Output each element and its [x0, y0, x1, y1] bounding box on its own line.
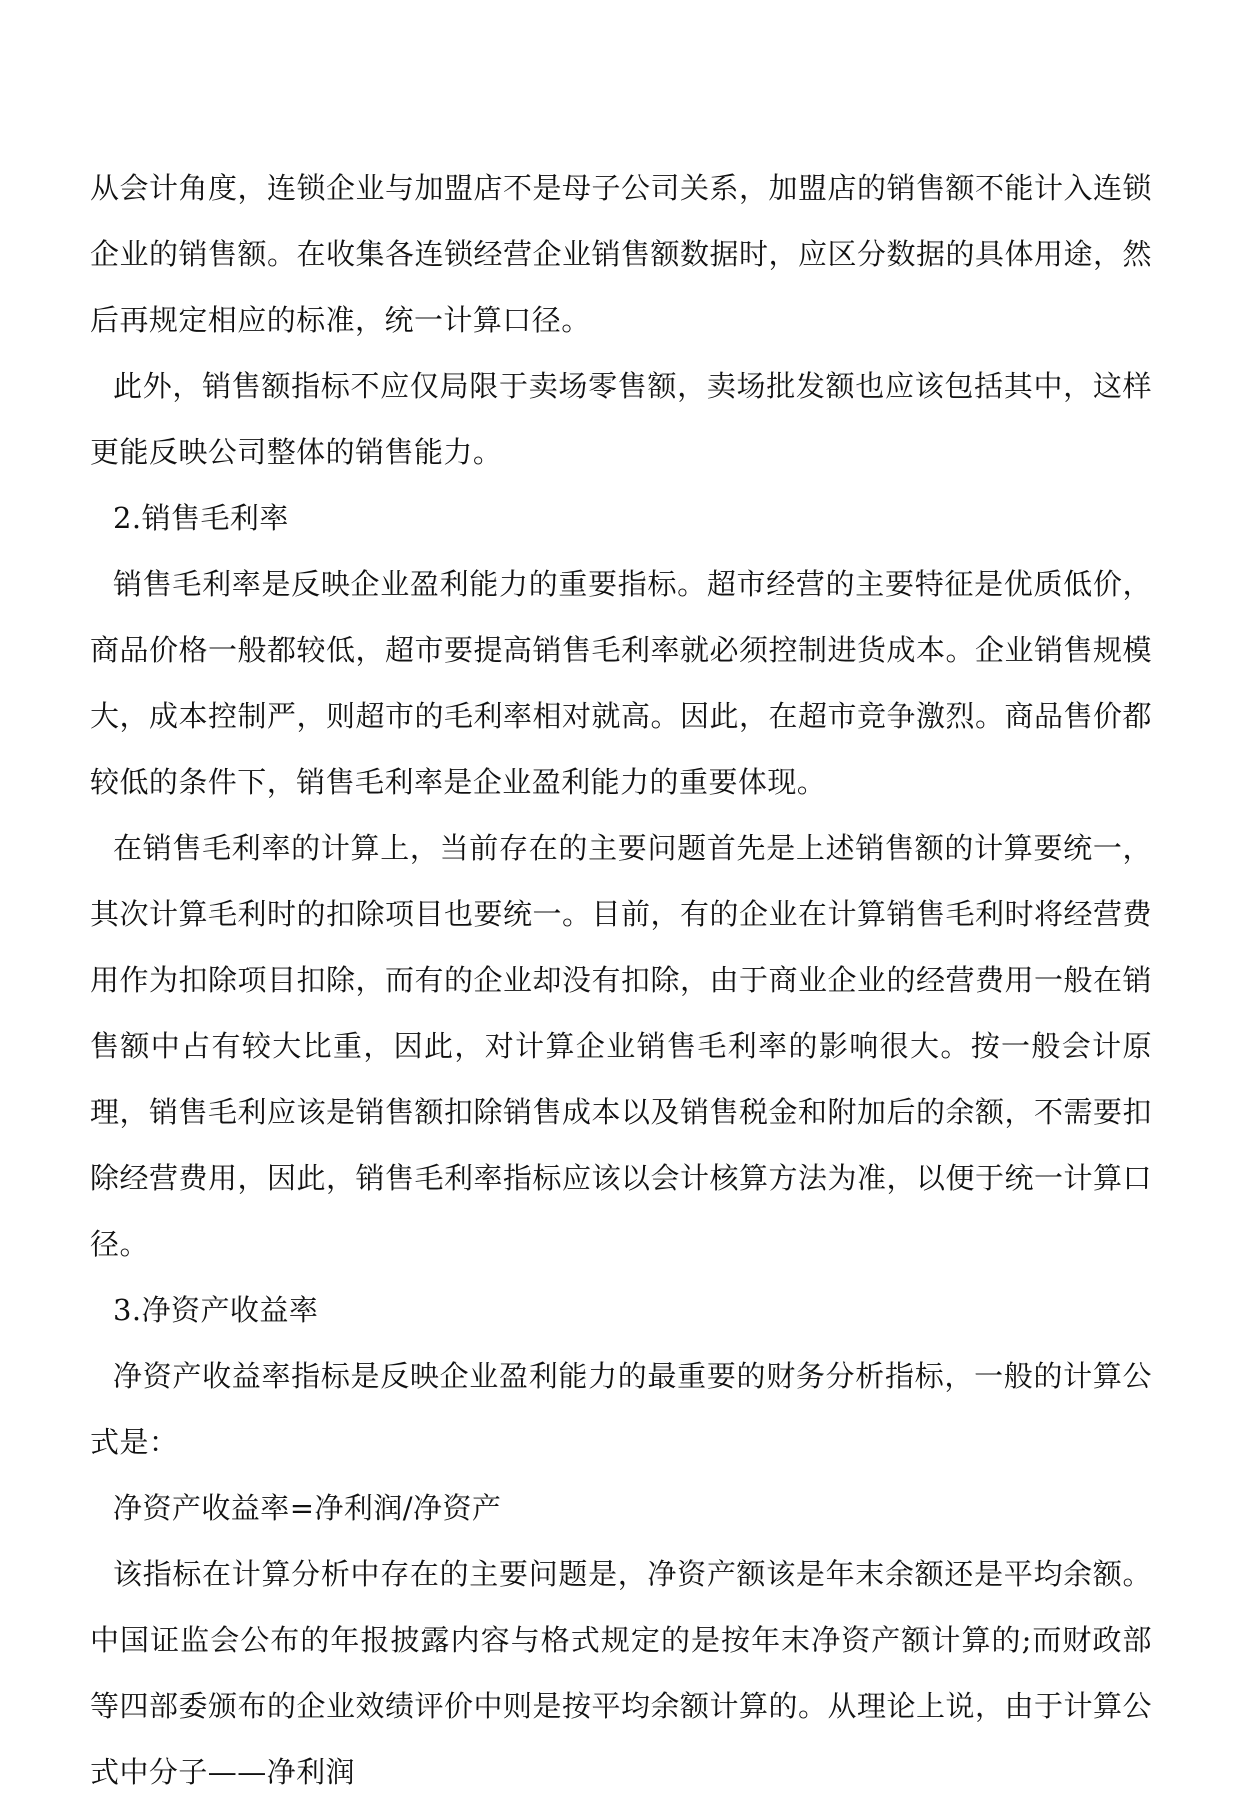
paragraph-chain-franchise-sales: 从会计角度，连锁企业与加盟店不是母子公司关系，加盟店的销售额不能计入连锁企业的销售额。在收集各连锁经营企业销售额数据时，应区分数据的具体用途，然后再规定相应的标准，统一计算口径。 [90, 171, 1152, 337]
section-heading-gross-margin: 2.销售毛利率 [113, 501, 289, 535]
document-body [90, 155, 1152, 1805]
paragraph-roe-issues: 该指标在计算分析中存在的主要问题是，净资产额该是年末余额还是平均余额。中国证监会公布的年报披露内容与格式规定的是按年末净资产额计算的;而财政部等四部委颁布的企业效绩评价中则是按平均余额计算的。从理论上说，由于计算公式中分子——净利润 [90, 1557, 1152, 1789]
section-heading-roe: 3.净资产收益率 [113, 1293, 319, 1327]
paragraph-sales-scope: 此外，销售额指标不应仅局限于卖场零售额，卖场批发额也应该包括其中，这样更能反映公司整体的销售能力。 [90, 369, 1152, 469]
paragraph-roe-intro: 净资产收益率指标是反映企业盈利能力的最重要的财务分析指标，一般的计算公式是： [90, 1359, 1152, 1459]
formula-roe: 净资产收益率=净利润/净资产 [113, 1491, 502, 1525]
paragraph-gross-margin-calculation: 在销售毛利率的计算上，当前存在的主要问题首先是上述销售额的计算要统一，其次计算毛利时的扣除项目也要统一。目前，有的企业在计算销售毛利时将经营费用作为扣除项目扣除，而有的企业却没有扣除，由于商业企业的经营费用一般在销售额中占有较大比重，因此，对计算企业销售毛利率的影响很大。按一般会计原理，销售毛利应该是销售额扣除销售成本以及销售税金和附加后的余额，不需要扣除经营费用，因此，销售毛利率指标应该以会计核算方法为准，以便于统一计算口径。 [90, 831, 1152, 1261]
paragraph-gross-margin-importance: 销售毛利率是反映企业盈利能力的重要指标。超市经营的主要特征是优质低价，商品价格一般都较低，超市要提高销售毛利率就必须控制进货成本。企业销售规模大，成本控制严，则超市的毛利率相对就高。因此，在超市竞争激烈。商品售价都较低的条件下，销售毛利率是企业盈利能力的重要体现。 [90, 567, 1152, 799]
